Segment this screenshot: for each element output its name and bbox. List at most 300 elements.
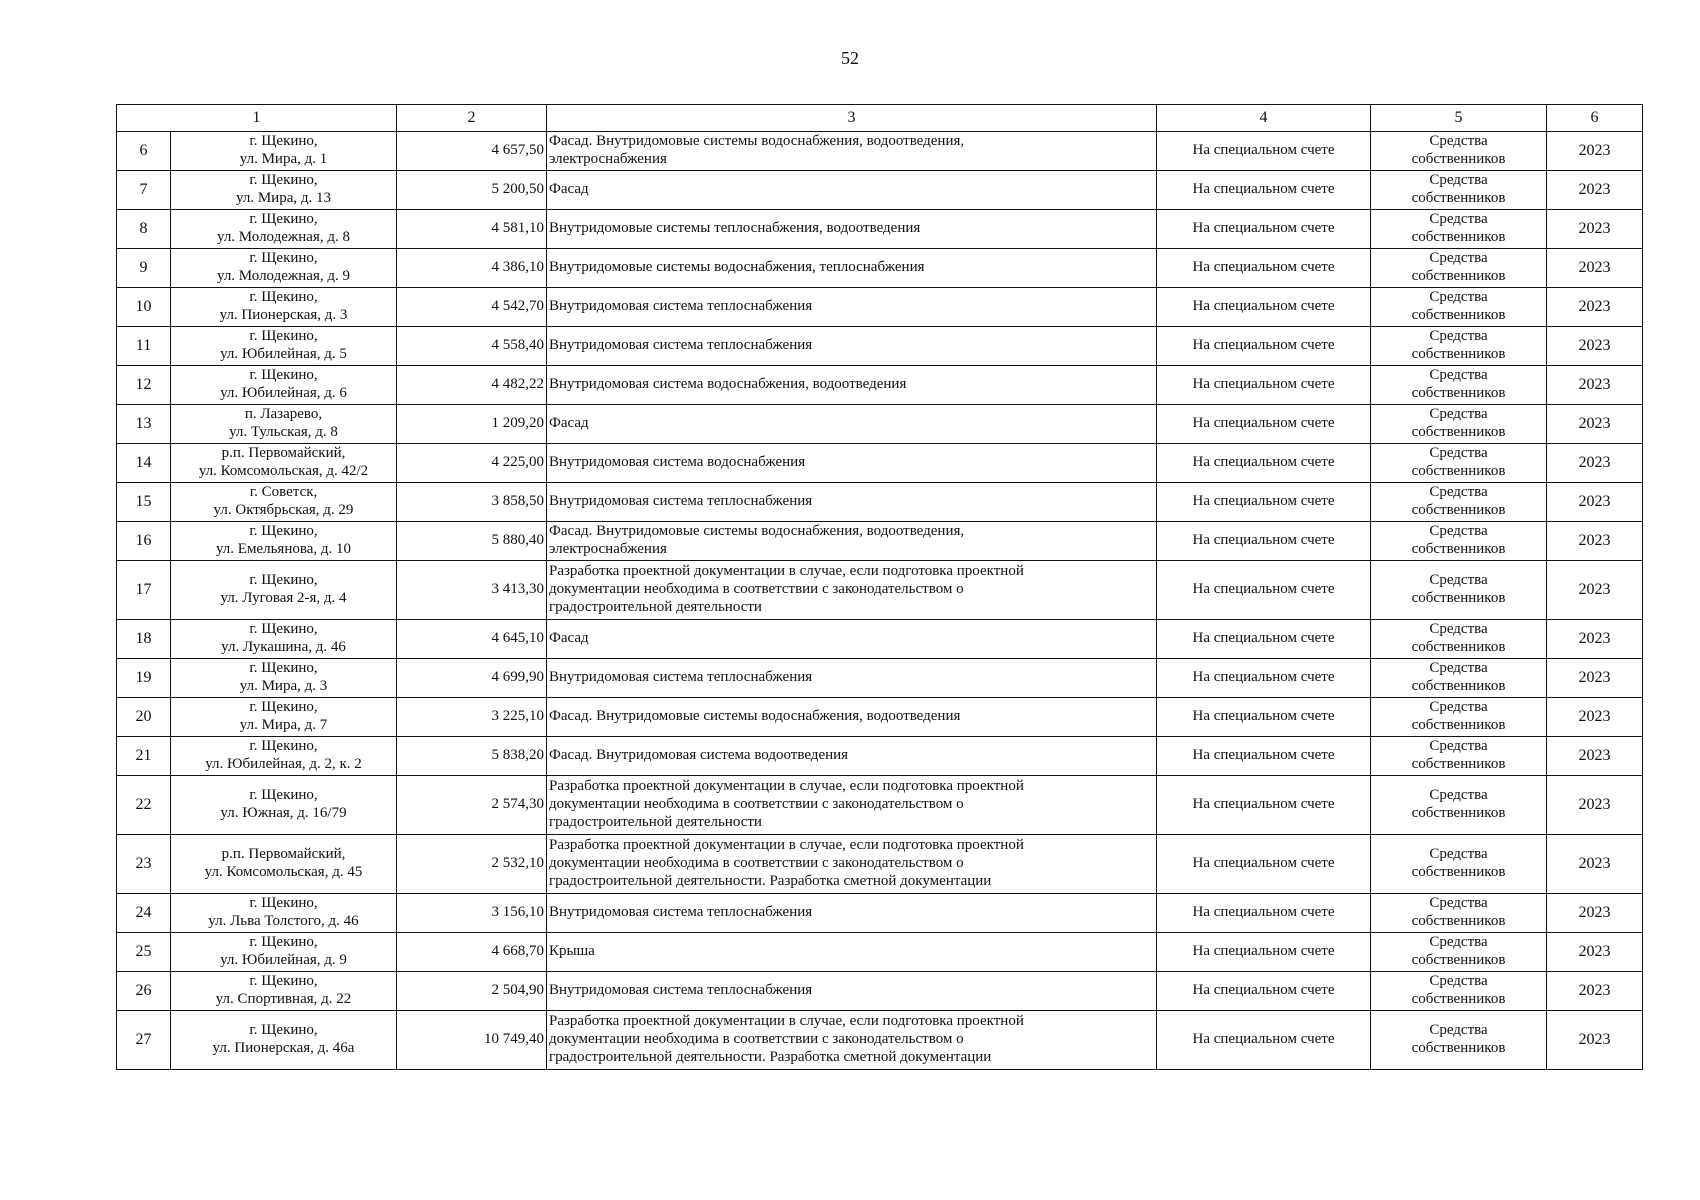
work-type-line: документации необходима в соответствии с законодательством о: [549, 855, 964, 872]
address-cell: [171, 698, 397, 737]
column-header-1: 1: [117, 105, 397, 132]
year-cell: 2023: [1547, 972, 1643, 1011]
cost-cell: 4 225,00: [397, 444, 547, 483]
funding-source-line: Средства: [1429, 172, 1488, 189]
funding-source-line: Средства: [1429, 738, 1488, 755]
funding-source-line: собственников: [1411, 590, 1506, 606]
cost-cell: 4 581,10: [397, 210, 547, 249]
funding-source-line: собственников: [1411, 190, 1506, 206]
work-type-line: Разработка проектной документации в случае, если подготовка проектной: [549, 778, 1024, 795]
address-cell: [171, 249, 397, 288]
work-type-line: градостроительной деятельности. Разработка сметной документации: [549, 1048, 992, 1065]
work-type-line: документации необходима в соответствии с законодательством о: [549, 796, 964, 813]
address-line: г. Щекино,: [249, 523, 318, 540]
table-row: [117, 522, 1643, 561]
account-method-cell: На специальном счете: [1157, 835, 1371, 894]
address-line: ул. Пионерская, д. 46а: [212, 1040, 355, 1056]
cost-cell: 2 574,30: [397, 776, 547, 835]
funding-source-line: Средства: [1429, 133, 1488, 150]
funding-source-line: собственников: [1411, 639, 1506, 655]
year-cell: 2023: [1547, 522, 1643, 561]
column-header-3: 3: [547, 105, 1157, 132]
work-type-cell: [547, 366, 1157, 405]
funding-source-cell: [1371, 249, 1547, 288]
address-line: р.п. Первомайский,: [221, 445, 346, 462]
address-cell: [171, 659, 397, 698]
account-method-cell: На специальном счете: [1157, 288, 1371, 327]
account-method-cell: На специальном счете: [1157, 776, 1371, 835]
address-line: г. Щекино,: [249, 250, 318, 267]
address-line: г. Щекино,: [249, 133, 318, 150]
account-method-cell: На специальном счете: [1157, 698, 1371, 737]
address-line: г. Щекино,: [249, 895, 318, 912]
address-cell: [171, 405, 397, 444]
address-line: ул. Юбилейная, д. 9: [220, 952, 347, 968]
table-row: [117, 933, 1643, 972]
address-line: ул. Льва Толстого, д. 46: [208, 913, 359, 929]
funding-source-line: собственников: [1411, 991, 1506, 1007]
account-method-cell: На специальном счете: [1157, 522, 1371, 561]
address-cell: [171, 972, 397, 1011]
column-header-5: 5: [1371, 105, 1547, 132]
year-cell: 2023: [1547, 288, 1643, 327]
row-number-cell: 13: [117, 405, 171, 444]
funding-source-cell: [1371, 659, 1547, 698]
table-row: [117, 776, 1643, 835]
funding-source-line: собственников: [1411, 307, 1506, 323]
address-cell: [171, 933, 397, 972]
address-line: ул. Спортивная, д. 22: [215, 991, 352, 1007]
work-type-line: Внутридомовая система теплоснабжения: [549, 669, 813, 686]
row-number-cell: 9: [117, 249, 171, 288]
funding-source-cell: [1371, 620, 1547, 659]
address-cell: [171, 132, 397, 171]
funding-source-line: собственников: [1411, 346, 1506, 362]
funding-source-line: собственников: [1411, 424, 1506, 440]
work-type-line: Внутридомовая система теплоснабжения: [549, 982, 813, 999]
cost-cell: 4 657,50: [397, 132, 547, 171]
address-cell: [171, 737, 397, 776]
work-type-cell: [547, 405, 1157, 444]
year-cell: 2023: [1547, 659, 1643, 698]
cost-cell: 4 668,70: [397, 933, 547, 972]
year-cell: 2023: [1547, 561, 1643, 620]
table-row: [117, 210, 1643, 249]
address-line: г. Щекино,: [249, 572, 318, 589]
address-line: ул. Октябрьская, д. 29: [213, 502, 354, 518]
account-method-cell: На специальном счете: [1157, 972, 1371, 1011]
funding-source-line: Средства: [1429, 572, 1488, 589]
account-method-cell: На специальном счете: [1157, 405, 1371, 444]
row-number-cell: 18: [117, 620, 171, 659]
cost-cell: 4 558,40: [397, 327, 547, 366]
funding-source-cell: [1371, 737, 1547, 776]
address-line: ул. Мира, д. 13: [236, 190, 331, 206]
address-cell: [171, 776, 397, 835]
row-number-cell: 17: [117, 561, 171, 620]
table-row: [117, 132, 1643, 171]
funding-source-line: собственников: [1411, 385, 1506, 401]
funding-source-line: Средства: [1429, 787, 1488, 804]
funding-source-line: Средства: [1429, 895, 1488, 912]
funding-source-line: Средства: [1429, 523, 1488, 540]
funding-source-line: Средства: [1429, 846, 1488, 863]
funding-source-line: собственников: [1411, 463, 1506, 479]
address-line: п. Лазарево,: [244, 406, 323, 423]
cost-cell: 3 156,10: [397, 894, 547, 933]
address-line: г. Щекино,: [249, 621, 318, 638]
work-type-cell: [547, 1011, 1157, 1070]
row-number-cell: 19: [117, 659, 171, 698]
address-line: ул. Тульская, д. 8: [229, 424, 338, 440]
funding-source-line: Средства: [1429, 250, 1488, 267]
table-row: [117, 366, 1643, 405]
row-number-cell: 27: [117, 1011, 171, 1070]
address-cell: [171, 366, 397, 405]
account-method-cell: На специальном счете: [1157, 561, 1371, 620]
address-line: г. Щекино,: [249, 211, 318, 228]
funding-source-cell: [1371, 210, 1547, 249]
table-row: [117, 327, 1643, 366]
work-type-cell: [547, 933, 1157, 972]
account-method-cell: На специальном счете: [1157, 171, 1371, 210]
funding-source-line: Средства: [1429, 211, 1488, 228]
address-cell: [171, 171, 397, 210]
funding-source-cell: [1371, 171, 1547, 210]
table-row: [117, 288, 1643, 327]
work-type-cell: [547, 972, 1157, 1011]
work-type-line: Разработка проектной документации в случае, если подготовка проектной: [549, 837, 1024, 854]
work-type-cell: [547, 288, 1157, 327]
work-type-cell: [547, 737, 1157, 776]
work-type-line: Разработка проектной документации в случае, если подготовка проектной: [549, 563, 1024, 580]
work-type-line: Фасад. Внутридомовые системы водоснабжения, водоотведения,: [549, 133, 965, 150]
funding-source-line: Средства: [1429, 445, 1488, 462]
year-cell: 2023: [1547, 620, 1643, 659]
funding-source-line: Средства: [1429, 328, 1488, 345]
work-type-line: Фасад: [549, 415, 589, 432]
row-number-cell: 25: [117, 933, 171, 972]
address-line: г. Щекино,: [249, 367, 318, 384]
work-type-cell: [547, 698, 1157, 737]
funding-source-line: Средства: [1429, 367, 1488, 384]
table-row: [117, 737, 1643, 776]
work-type-cell: [547, 659, 1157, 698]
work-type-cell: [547, 561, 1157, 620]
funding-source-line: собственников: [1411, 864, 1506, 880]
cost-cell: 5 838,20: [397, 737, 547, 776]
work-type-cell: [547, 776, 1157, 835]
year-cell: 2023: [1547, 483, 1643, 522]
page-number: 52: [841, 48, 859, 68]
year-cell: 2023: [1547, 1011, 1643, 1070]
work-type-line: Крыша: [549, 943, 595, 960]
year-cell: 2023: [1547, 776, 1643, 835]
work-type-line: Внутридомовая система водоснабжения, водоотведения: [549, 376, 907, 393]
funding-source-cell: [1371, 132, 1547, 171]
address-line: г. Щекино,: [249, 328, 318, 345]
address-line: г. Щекино,: [249, 1022, 318, 1039]
work-type-cell: [547, 835, 1157, 894]
row-number-cell: 20: [117, 698, 171, 737]
cost-cell: 3 413,30: [397, 561, 547, 620]
funding-source-line: собственников: [1411, 717, 1506, 733]
row-number-cell: 26: [117, 972, 171, 1011]
work-type-cell: [547, 522, 1157, 561]
cost-cell: 10 749,40: [397, 1011, 547, 1070]
address-line: ул. Пионерская, д. 3: [219, 307, 348, 323]
repair-program-table: [116, 104, 1643, 1070]
address-line: ул. Комсомольская, д. 45: [204, 864, 363, 880]
table-row: [117, 698, 1643, 737]
funding-source-cell: [1371, 972, 1547, 1011]
work-type-line: документации необходима в соответствии с законодательством о: [549, 581, 964, 598]
work-type-line: Фасад. Внутридомовая система водоотведения: [549, 747, 849, 764]
work-type-line: Внутридомовые системы водоснабжения, теплоснабжения: [549, 259, 925, 276]
funding-source-line: Средства: [1429, 699, 1488, 716]
funding-source-cell: [1371, 522, 1547, 561]
work-type-line: Внутридомовая система теплоснабжения: [549, 298, 813, 315]
address-cell: [171, 210, 397, 249]
address-line: г. Щекино,: [249, 660, 318, 677]
year-cell: 2023: [1547, 171, 1643, 210]
funding-source-line: собственников: [1411, 952, 1506, 968]
funding-source-cell: [1371, 288, 1547, 327]
cost-cell: 1 209,20: [397, 405, 547, 444]
year-cell: 2023: [1547, 366, 1643, 405]
cost-cell: 4 699,90: [397, 659, 547, 698]
funding-source-line: собственников: [1411, 913, 1506, 929]
table-row: [117, 894, 1643, 933]
address-line: ул. Юбилейная, д. 2, к. 2: [205, 756, 362, 772]
funding-source-cell: [1371, 444, 1547, 483]
address-line: ул. Юбилейная, д. 6: [220, 385, 347, 401]
funding-source-line: Средства: [1429, 934, 1488, 951]
column-number-header-row: [117, 105, 1643, 132]
funding-source-cell: [1371, 483, 1547, 522]
funding-source-line: Средства: [1429, 621, 1488, 638]
address-line: ул. Южная, д. 16/79: [220, 805, 347, 821]
work-type-line: Внутридомовые системы теплоснабжения, водоотведения: [549, 220, 921, 237]
account-method-cell: На специальном счете: [1157, 894, 1371, 933]
cost-cell: 5 200,50: [397, 171, 547, 210]
work-type-line: градостроительной деятельности: [549, 813, 762, 830]
address-line: г. Советск,: [249, 484, 318, 501]
cost-cell: 4 482,22: [397, 366, 547, 405]
address-cell: [171, 894, 397, 933]
funding-source-cell: [1371, 1011, 1547, 1070]
account-method-cell: На специальном счете: [1157, 249, 1371, 288]
work-type-line: Фасад: [549, 630, 589, 647]
funding-source-cell: [1371, 561, 1547, 620]
address-line: г. Щекино,: [249, 699, 318, 716]
work-type-line: электроснабжения: [549, 151, 667, 167]
work-type-line: Внутридомовая система водоснабжения: [549, 454, 806, 471]
cost-cell: 4 542,70: [397, 288, 547, 327]
table-row: [117, 405, 1643, 444]
work-type-cell: [547, 483, 1157, 522]
address-line: г. Щекино,: [249, 787, 318, 804]
row-number-cell: 8: [117, 210, 171, 249]
address-cell: [171, 288, 397, 327]
table-row: [117, 561, 1643, 620]
funding-source-cell: [1371, 835, 1547, 894]
year-cell: 2023: [1547, 249, 1643, 288]
funding-source-cell: [1371, 776, 1547, 835]
account-method-cell: На специальном счете: [1157, 933, 1371, 972]
funding-source-cell: [1371, 698, 1547, 737]
funding-source-line: собственников: [1411, 805, 1506, 821]
funding-source-line: Средства: [1429, 406, 1488, 423]
address-line: ул. Комсомольская, д. 42/2: [198, 463, 369, 479]
row-number-cell: 22: [117, 776, 171, 835]
address-line: г. Щекино,: [249, 738, 318, 755]
row-number-cell: 21: [117, 737, 171, 776]
funding-source-line: собственников: [1411, 756, 1506, 772]
funding-source-cell: [1371, 894, 1547, 933]
table-row: [117, 620, 1643, 659]
row-number-cell: 24: [117, 894, 171, 933]
funding-source-line: Средства: [1429, 484, 1488, 501]
work-type-line: градостроительной деятельности: [549, 598, 762, 615]
row-number-cell: 23: [117, 835, 171, 894]
table-row: [117, 1011, 1643, 1070]
account-method-cell: На специальном счете: [1157, 210, 1371, 249]
table-row: [117, 972, 1643, 1011]
address-line: ул. Молодежная, д. 9: [216, 268, 350, 284]
funding-source-line: собственников: [1411, 678, 1506, 694]
work-type-line: Разработка проектной документации в случае, если подготовка проектной: [549, 1013, 1024, 1030]
funding-source-line: Средства: [1429, 1022, 1488, 1039]
account-method-cell: На специальном счете: [1157, 444, 1371, 483]
account-method-cell: На специальном счете: [1157, 132, 1371, 171]
year-cell: 2023: [1547, 444, 1643, 483]
account-method-cell: На специальном счете: [1157, 737, 1371, 776]
address-line: ул. Мира, д. 3: [239, 678, 328, 694]
work-type-line: документации необходима в соответствии с законодательством о: [549, 1031, 964, 1048]
funding-source-cell: [1371, 933, 1547, 972]
year-cell: 2023: [1547, 894, 1643, 933]
address-cell: [171, 620, 397, 659]
table-row: [117, 171, 1643, 210]
address-line: ул. Емельянова, д. 10: [215, 541, 352, 557]
cost-cell: 3 858,50: [397, 483, 547, 522]
account-method-cell: На специальном счете: [1157, 483, 1371, 522]
work-type-line: Фасад: [549, 181, 589, 198]
row-number-cell: 6: [117, 132, 171, 171]
work-type-line: электроснабжения: [549, 541, 667, 557]
account-method-cell: На специальном счете: [1157, 1011, 1371, 1070]
cost-cell: 2 532,10: [397, 835, 547, 894]
row-number-cell: 11: [117, 327, 171, 366]
address-line: ул. Луговая 2-я, д. 4: [220, 590, 347, 606]
row-number-cell: 10: [117, 288, 171, 327]
table-row: [117, 659, 1643, 698]
year-cell: 2023: [1547, 933, 1643, 972]
address-cell: [171, 522, 397, 561]
year-cell: 2023: [1547, 405, 1643, 444]
funding-source-line: собственников: [1411, 229, 1506, 245]
work-type-cell: [547, 249, 1157, 288]
row-number-cell: 15: [117, 483, 171, 522]
table-row: [117, 835, 1643, 894]
cost-cell: 4 386,10: [397, 249, 547, 288]
funding-source-line: собственников: [1411, 541, 1506, 557]
address-line: ул. Мира, д. 1: [239, 151, 328, 167]
row-number-cell: 7: [117, 171, 171, 210]
address-line: ул. Юбилейная, д. 5: [220, 346, 347, 362]
address-cell: [171, 1011, 397, 1070]
funding-source-line: Средства: [1429, 660, 1488, 677]
work-type-line: Внутридомовая система теплоснабжения: [549, 337, 813, 354]
work-type-line: Фасад. Внутридомовые системы водоснабжения, водоотведения,: [549, 523, 965, 540]
work-type-line: Внутридомовая система теплоснабжения: [549, 904, 813, 921]
year-cell: 2023: [1547, 132, 1643, 171]
funding-source-cell: [1371, 366, 1547, 405]
work-type-line: Внутридомовая система теплоснабжения: [549, 493, 813, 510]
cost-cell: 3 225,10: [397, 698, 547, 737]
funding-source-line: Средства: [1429, 973, 1488, 990]
work-type-line: градостроительной деятельности. Разработка сметной документации: [549, 872, 992, 889]
address-cell: [171, 444, 397, 483]
column-header-6: 6: [1547, 105, 1643, 132]
table-row: [117, 483, 1643, 522]
funding-source-cell: [1371, 405, 1547, 444]
funding-source-line: собственников: [1411, 151, 1506, 167]
address-line: г. Щекино,: [249, 973, 318, 990]
year-cell: 2023: [1547, 210, 1643, 249]
account-method-cell: На специальном счете: [1157, 366, 1371, 405]
account-method-cell: На специальном счете: [1157, 620, 1371, 659]
address-line: г. Щекино,: [249, 934, 318, 951]
address-line: г. Щекино,: [249, 172, 318, 189]
address-cell: [171, 561, 397, 620]
address-line: ул. Молодежная, д. 8: [216, 229, 350, 245]
column-header-4: 4: [1157, 105, 1371, 132]
table-row: [117, 444, 1643, 483]
work-type-line: Фасад. Внутридомовые системы водоснабжения, водоотведения: [549, 708, 961, 725]
cost-cell: 5 880,40: [397, 522, 547, 561]
work-type-cell: [547, 132, 1157, 171]
address-cell: [171, 327, 397, 366]
address-line: г. Щекино,: [249, 289, 318, 306]
account-method-cell: На специальном счете: [1157, 327, 1371, 366]
work-type-cell: [547, 171, 1157, 210]
funding-source-line: собственников: [1411, 502, 1506, 518]
funding-source-line: собственников: [1411, 268, 1506, 284]
row-number-cell: 14: [117, 444, 171, 483]
year-cell: 2023: [1547, 327, 1643, 366]
address-cell: [171, 483, 397, 522]
funding-source-line: Средства: [1429, 289, 1488, 306]
cost-cell: 2 504,90: [397, 972, 547, 1011]
address-line: р.п. Первомайский,: [221, 846, 346, 863]
year-cell: 2023: [1547, 737, 1643, 776]
cost-cell: 4 645,10: [397, 620, 547, 659]
table-row: [117, 249, 1643, 288]
work-type-cell: [547, 620, 1157, 659]
address-cell: [171, 835, 397, 894]
work-type-cell: [547, 327, 1157, 366]
work-type-cell: [547, 894, 1157, 933]
work-type-cell: [547, 210, 1157, 249]
funding-source-line: собственников: [1411, 1040, 1506, 1056]
column-header-2: 2: [397, 105, 547, 132]
year-cell: 2023: [1547, 835, 1643, 894]
address-line: ул. Лукашина, д. 46: [221, 639, 346, 655]
row-number-cell: 12: [117, 366, 171, 405]
table-body: [117, 132, 1643, 1070]
